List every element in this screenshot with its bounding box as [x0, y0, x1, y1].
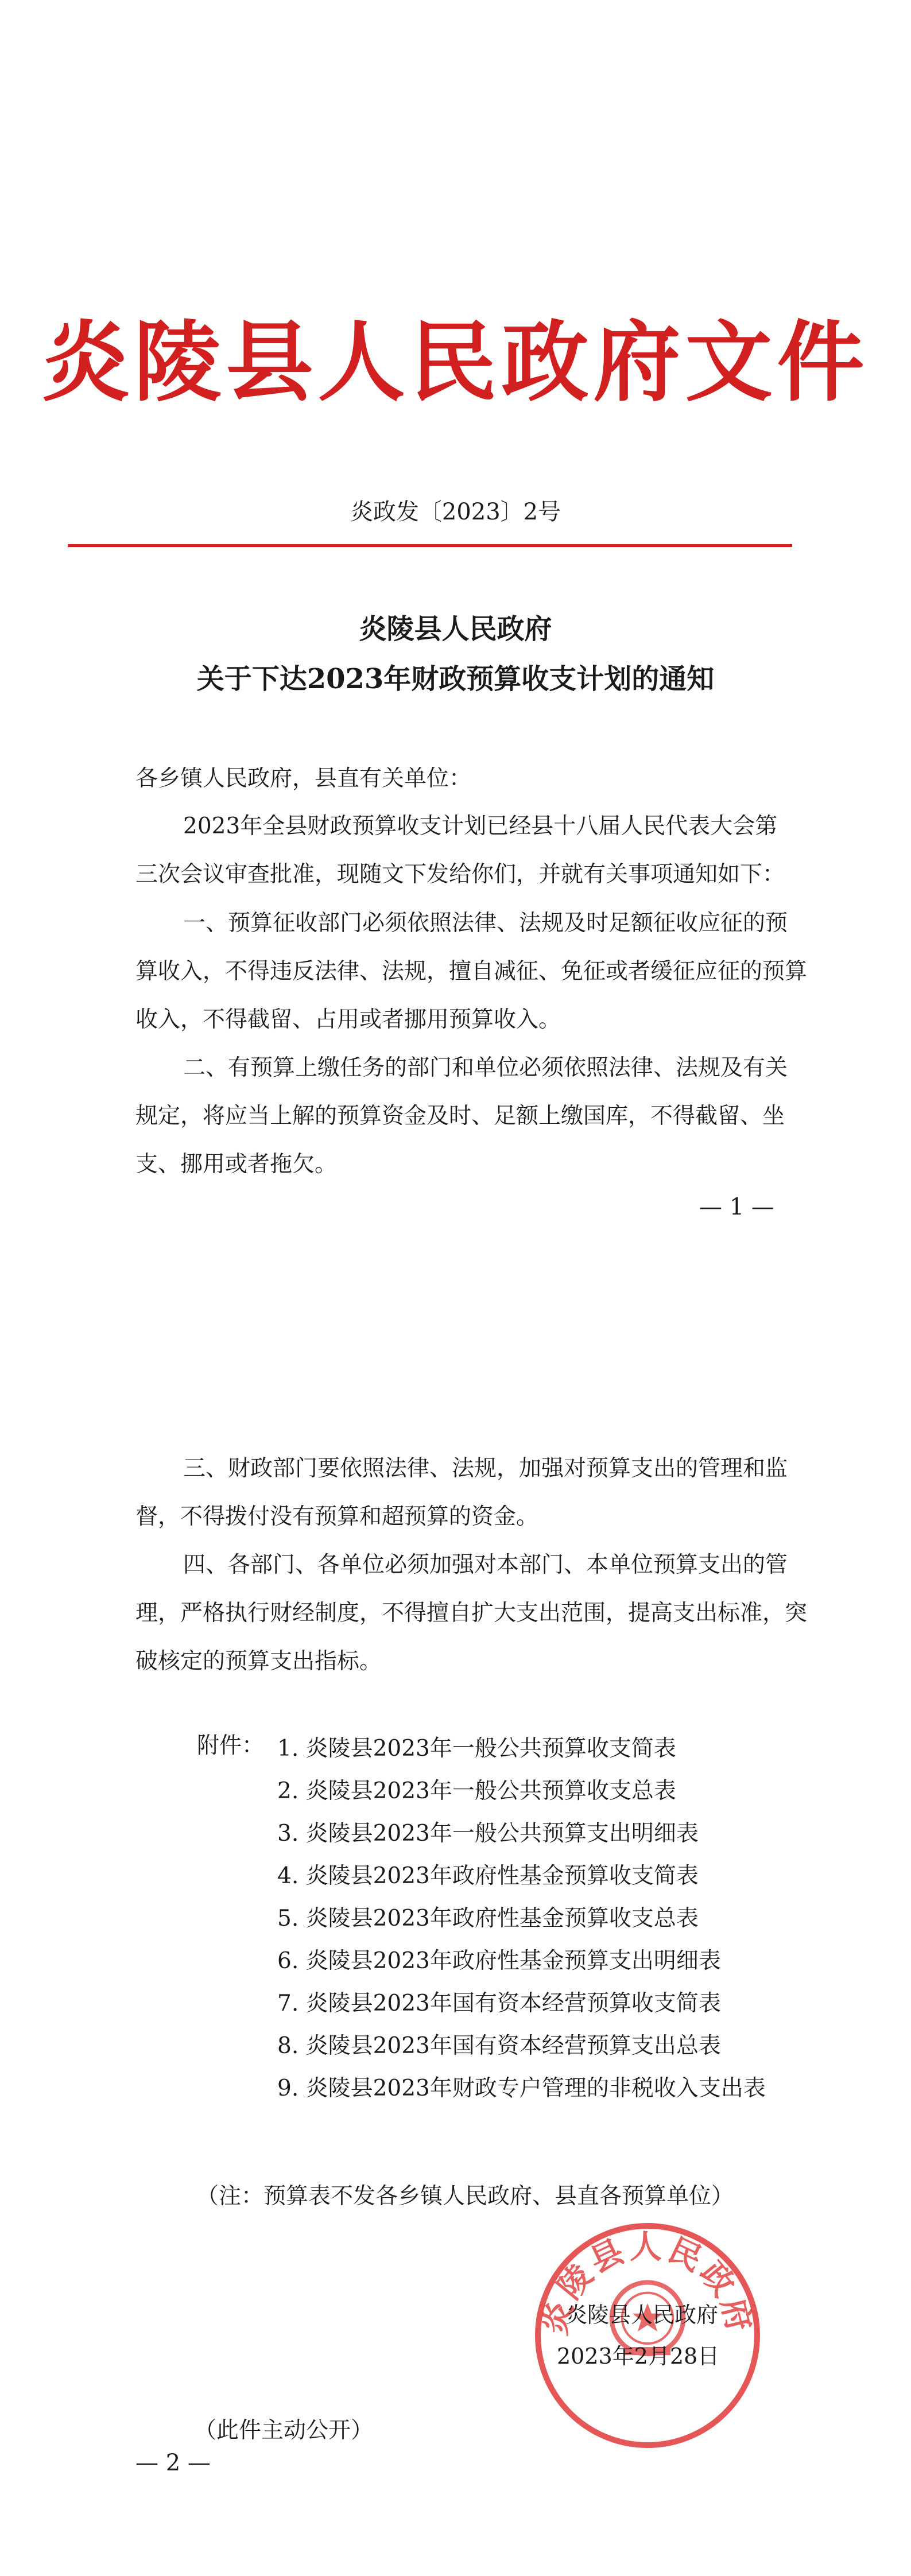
attachment-item: 4. 炎陵县2023年政府性基金预算收支简表 — [277, 1863, 699, 1889]
distribution-note: （注：预算表不发各乡镇人民政府、县直各预算单位） — [196, 2183, 734, 2209]
attachment-item: 9. 炎陵县2023年财政专户管理的非税收入支出表 — [277, 2075, 766, 2101]
attachment-item: 3. 炎陵县2023年一般公共预算支出明细表 — [277, 1821, 699, 1846]
item3-line-1: 三、财政部门要依照法律、法规，加强对预算支出的管理和监 — [183, 1456, 788, 1481]
document-banner-title: 炎陵县人民政府文件 — [42, 311, 869, 413]
seal-text: 炎陵县人民政府 — [536, 2228, 759, 2338]
item2-line-3: 支、挪用或者拖欠。 — [135, 1151, 338, 1177]
attachment-item: 6. 炎陵县2023年政府性基金预算支出明细表 — [277, 1948, 721, 1974]
item1-line-1: 一、预算征收部门必须依照法律、法规及时足额征收应征的预 — [183, 910, 788, 936]
item4-line-3: 破核定的预算支出指标。 — [135, 1648, 382, 1674]
attachment-item: 1. 炎陵县2023年一般公共预算收支简表 — [277, 1736, 676, 1762]
page-number-2: — 2 — — [135, 2450, 211, 2476]
official-seal-icon — [532, 2220, 763, 2451]
intro-line-1: 2023年全县财政预算收支计划已经县十八届人民代表大会第 — [183, 813, 778, 839]
red-divider-line — [68, 544, 792, 547]
attachments-list — [277, 1728, 766, 2110]
attachment-item: 8. 炎陵县2023年国有资本经营预算支出总表 — [277, 2033, 721, 2059]
attachment-item: 5. 炎陵县2023年政府性基金预算收支总表 — [277, 1906, 699, 1931]
signature-organization: 炎陵县人民政府 — [565, 2302, 719, 2327]
page-number-1: — 1 — — [699, 1194, 774, 1220]
item4-line-2: 理，严格执行财经制度，不得擅自扩大支出范围，提高支出标准，突 — [135, 1600, 808, 1626]
addressee: 各乡镇人民政府，县直有关单位： — [135, 766, 472, 792]
attachment-item: 2. 炎陵县2023年一般公共预算收支总表 — [277, 1778, 676, 1804]
attachments-label: 附件： — [197, 1733, 265, 1759]
item4-line-1: 四、各部门、各单位必须加强对本部门、本单位预算支出的管 — [183, 1552, 788, 1578]
document-number: 炎政发〔2023〕2号 — [350, 499, 561, 525]
notice-title-line2: 关于下达2023年财政预算收支计划的通知 — [196, 663, 715, 695]
item2-line-1: 二、有预算上缴任务的部门和单位必须依照法律、法规及有关 — [183, 1055, 788, 1081]
intro-line-2: 三次会议审查批准，现随文下发给你们，并就有关事项通知如下： — [135, 862, 785, 887]
item2-line-2: 规定，将应当上解的预算资金及时、足额上缴国库，不得截留、坐 — [135, 1103, 785, 1129]
public-release-note: （此件主动公开） — [194, 2418, 374, 2443]
notice-title-line1: 炎陵县人民政府 — [359, 613, 552, 645]
item3-line-2: 督，不得拨付没有预算和超预算的资金。 — [135, 1504, 539, 1530]
item1-line-3: 收入，不得截留、占用或者挪用预算收入。 — [135, 1007, 561, 1033]
item1-line-2: 算收入，不得违反法律、法规，擅自减征、免征或者缓征应征的预算 — [135, 959, 808, 984]
signature-date: 2023年2月28日 — [557, 2344, 720, 2369]
attachment-item: 7. 炎陵县2023年国有资本经营预算收支简表 — [277, 1991, 721, 2016]
